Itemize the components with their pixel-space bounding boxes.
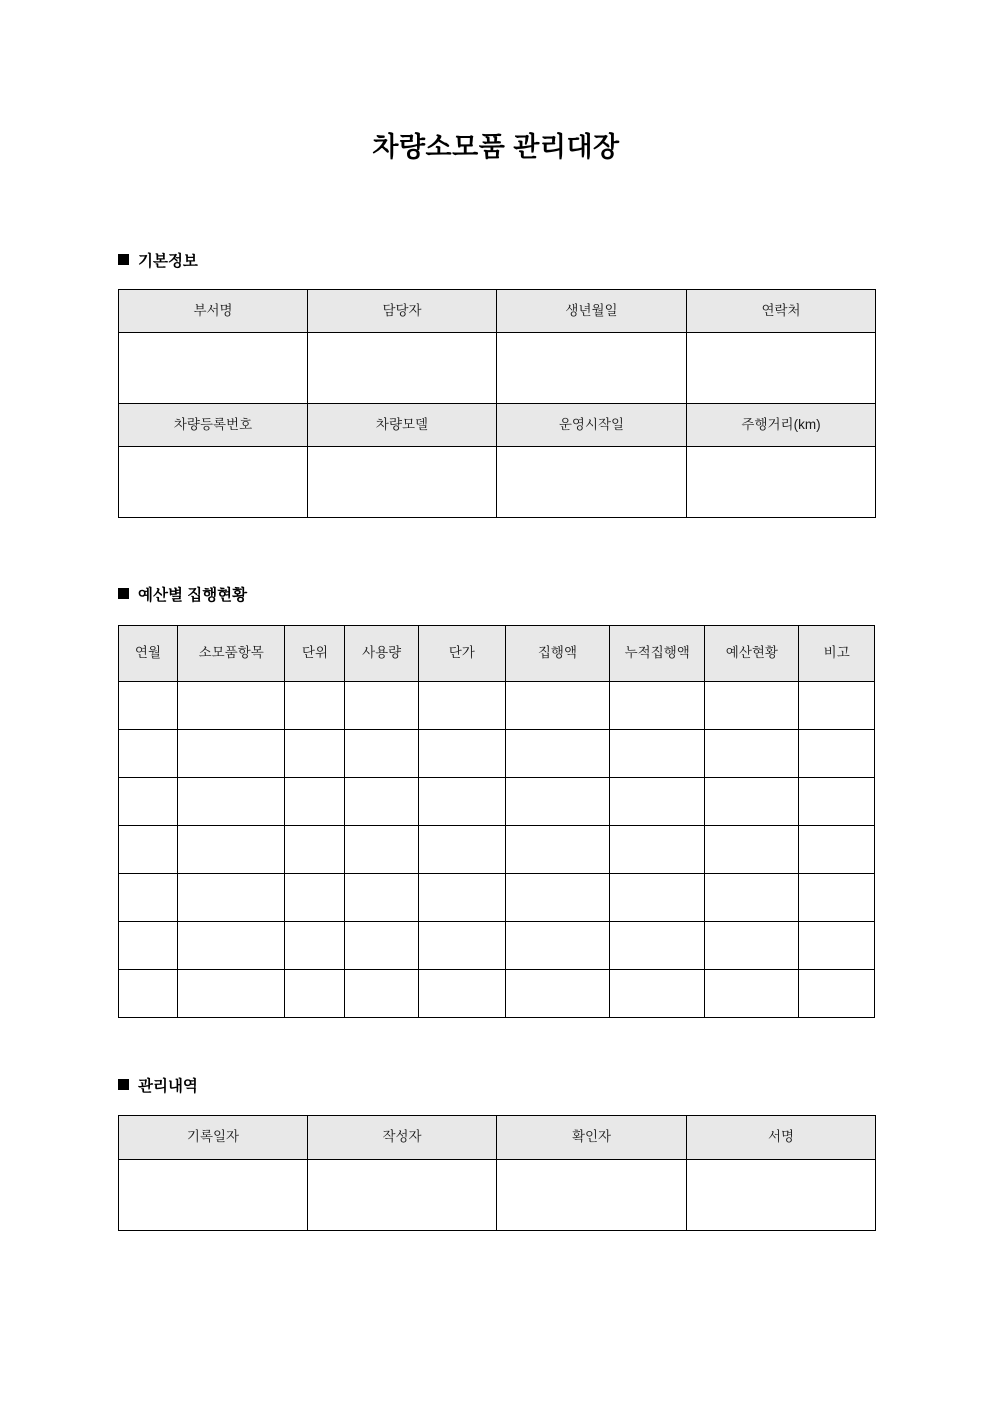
header-cell-manager: 담당자 [308, 290, 497, 333]
cell-usage-amount[interactable] [345, 778, 418, 826]
header-cell-record-date: 기록일자 [119, 1116, 308, 1160]
budget-execution-table [118, 625, 875, 1018]
cell-remarks[interactable] [799, 970, 875, 1018]
table-row [119, 922, 875, 970]
cell-cumulative-execution-amount[interactable] [610, 922, 705, 970]
input-cell-vehicle-model[interactable] [308, 447, 497, 518]
section-heading-budget-execution-label: 예산별 집행현황 [138, 587, 248, 604]
header-cell-remarks: 비고 [799, 626, 875, 682]
cell-consumable-item[interactable] [177, 970, 285, 1018]
cell-unit-price[interactable] [418, 922, 505, 970]
cell-unit[interactable] [285, 970, 345, 1018]
header-cell-writer: 작성자 [308, 1116, 497, 1160]
header-cell-vehicle-model: 차량모델 [308, 404, 497, 447]
cell-remarks[interactable] [799, 778, 875, 826]
cell-usage-amount[interactable] [345, 730, 418, 778]
header-cell-confirmer: 확인자 [497, 1116, 687, 1160]
table-row [119, 826, 875, 874]
input-cell-operation-start-date[interactable] [497, 447, 687, 518]
cell-unit-price[interactable] [418, 730, 505, 778]
cell-unit[interactable] [285, 730, 345, 778]
cell-usage-amount[interactable] [345, 682, 418, 730]
cell-budget-status[interactable] [705, 970, 799, 1018]
cell-budget-status[interactable] [705, 826, 799, 874]
cell-year-month[interactable] [119, 826, 178, 874]
square-bullet-icon [118, 1079, 129, 1090]
header-cell-usage-amount: 사용량 [345, 626, 418, 682]
cell-cumulative-execution-amount[interactable] [610, 970, 705, 1018]
cell-usage-amount[interactable] [345, 970, 418, 1018]
section-heading-basic-info [118, 253, 198, 270]
cell-unit-price[interactable] [418, 778, 505, 826]
cell-signature[interactable] [687, 1160, 876, 1231]
table-row [119, 778, 875, 826]
table-row [119, 730, 875, 778]
header-cell-consumable-item: 소모품항목 [177, 626, 285, 682]
header-cell-mileage-km: 주행거리(km) [687, 404, 876, 447]
cell-year-month[interactable] [119, 922, 178, 970]
header-cell-cumulative-execution-amount: 누적집행액 [610, 626, 705, 682]
cell-record-date[interactable] [119, 1160, 308, 1231]
input-cell-manager[interactable] [308, 333, 497, 404]
cell-execution-amount[interactable] [505, 970, 609, 1018]
table-row [119, 970, 875, 1018]
table-row [119, 874, 875, 922]
cell-budget-status[interactable] [705, 730, 799, 778]
table-row [119, 404, 876, 447]
cell-budget-status[interactable] [705, 922, 799, 970]
cell-unit-price[interactable] [418, 970, 505, 1018]
cell-cumulative-execution-amount[interactable] [610, 778, 705, 826]
header-cell-execution-amount: 집행액 [505, 626, 609, 682]
cell-remarks[interactable] [799, 730, 875, 778]
square-bullet-icon [118, 254, 129, 265]
header-cell-signature: 서명 [687, 1116, 876, 1160]
cell-cumulative-execution-amount[interactable] [610, 682, 705, 730]
basic-info-table [118, 289, 876, 518]
cell-cumulative-execution-amount[interactable] [610, 826, 705, 874]
header-cell-unit: 단위 [285, 626, 345, 682]
cell-unit[interactable] [285, 922, 345, 970]
cell-unit[interactable] [285, 826, 345, 874]
cell-year-month[interactable] [119, 874, 178, 922]
cell-remarks[interactable] [799, 874, 875, 922]
cell-remarks[interactable] [799, 922, 875, 970]
cell-cumulative-execution-amount[interactable] [610, 730, 705, 778]
header-cell-budget-status: 예산현황 [705, 626, 799, 682]
cell-usage-amount[interactable] [345, 826, 418, 874]
header-cell-birthdate: 생년월일 [497, 290, 687, 333]
cell-budget-status[interactable] [705, 682, 799, 730]
cell-unit[interactable] [285, 682, 345, 730]
section-heading-management-history [118, 1078, 198, 1095]
section-heading-management-history-label: 관리내역 [138, 1078, 198, 1095]
cell-execution-amount[interactable] [505, 874, 609, 922]
cell-cumulative-execution-amount[interactable] [610, 874, 705, 922]
table-row [119, 333, 876, 404]
header-cell-year-month: 연월 [119, 626, 178, 682]
cell-year-month[interactable] [119, 682, 178, 730]
cell-budget-status[interactable] [705, 778, 799, 826]
page-title: 차량소모품 관리대장 [372, 132, 620, 162]
input-cell-department[interactable] [119, 333, 308, 404]
management-history-table [118, 1115, 876, 1231]
table-header-row [119, 1116, 876, 1160]
input-cell-vehicle-registration-number[interactable] [119, 447, 308, 518]
cell-execution-amount[interactable] [505, 682, 609, 730]
table-row [119, 447, 876, 518]
section-heading-basic-info-label: 기본정보 [138, 253, 198, 270]
cell-budget-status[interactable] [705, 874, 799, 922]
square-bullet-icon [118, 588, 129, 599]
cell-consumable-item[interactable] [177, 874, 285, 922]
cell-year-month[interactable] [119, 730, 178, 778]
input-cell-contact[interactable] [687, 333, 876, 404]
cell-unit-price[interactable] [418, 682, 505, 730]
cell-execution-amount[interactable] [505, 730, 609, 778]
cell-consumable-item[interactable] [177, 922, 285, 970]
cell-unit-price[interactable] [418, 826, 505, 874]
cell-consumable-item[interactable] [177, 826, 285, 874]
cell-year-month[interactable] [119, 970, 178, 1018]
table-row [119, 682, 875, 730]
cell-remarks[interactable] [799, 682, 875, 730]
header-cell-contact: 연락처 [687, 290, 876, 333]
cell-consumable-item[interactable] [177, 730, 285, 778]
input-cell-mileage-km[interactable] [687, 447, 876, 518]
header-cell-operation-start-date: 운영시작일 [497, 404, 687, 447]
table-header-row [119, 626, 875, 682]
header-cell-department: 부서명 [119, 290, 308, 333]
cell-unit[interactable] [285, 874, 345, 922]
cell-execution-amount[interactable] [505, 826, 609, 874]
cell-consumable-item[interactable] [177, 682, 285, 730]
header-cell-unit-price: 단가 [418, 626, 505, 682]
header-cell-vehicle-registration-number: 차량등록번호 [119, 404, 308, 447]
cell-usage-amount[interactable] [345, 922, 418, 970]
cell-writer[interactable] [308, 1160, 497, 1231]
cell-year-month[interactable] [119, 778, 178, 826]
cell-consumable-item[interactable] [177, 778, 285, 826]
input-cell-birthdate[interactable] [497, 333, 687, 404]
table-row [119, 290, 876, 333]
cell-confirmer[interactable] [497, 1160, 687, 1231]
cell-usage-amount[interactable] [345, 874, 418, 922]
table-row [119, 1160, 876, 1231]
cell-remarks[interactable] [799, 826, 875, 874]
cell-execution-amount[interactable] [505, 922, 609, 970]
cell-unit[interactable] [285, 778, 345, 826]
cell-execution-amount[interactable] [505, 778, 609, 826]
cell-unit-price[interactable] [418, 874, 505, 922]
section-heading-budget-execution [118, 587, 247, 604]
